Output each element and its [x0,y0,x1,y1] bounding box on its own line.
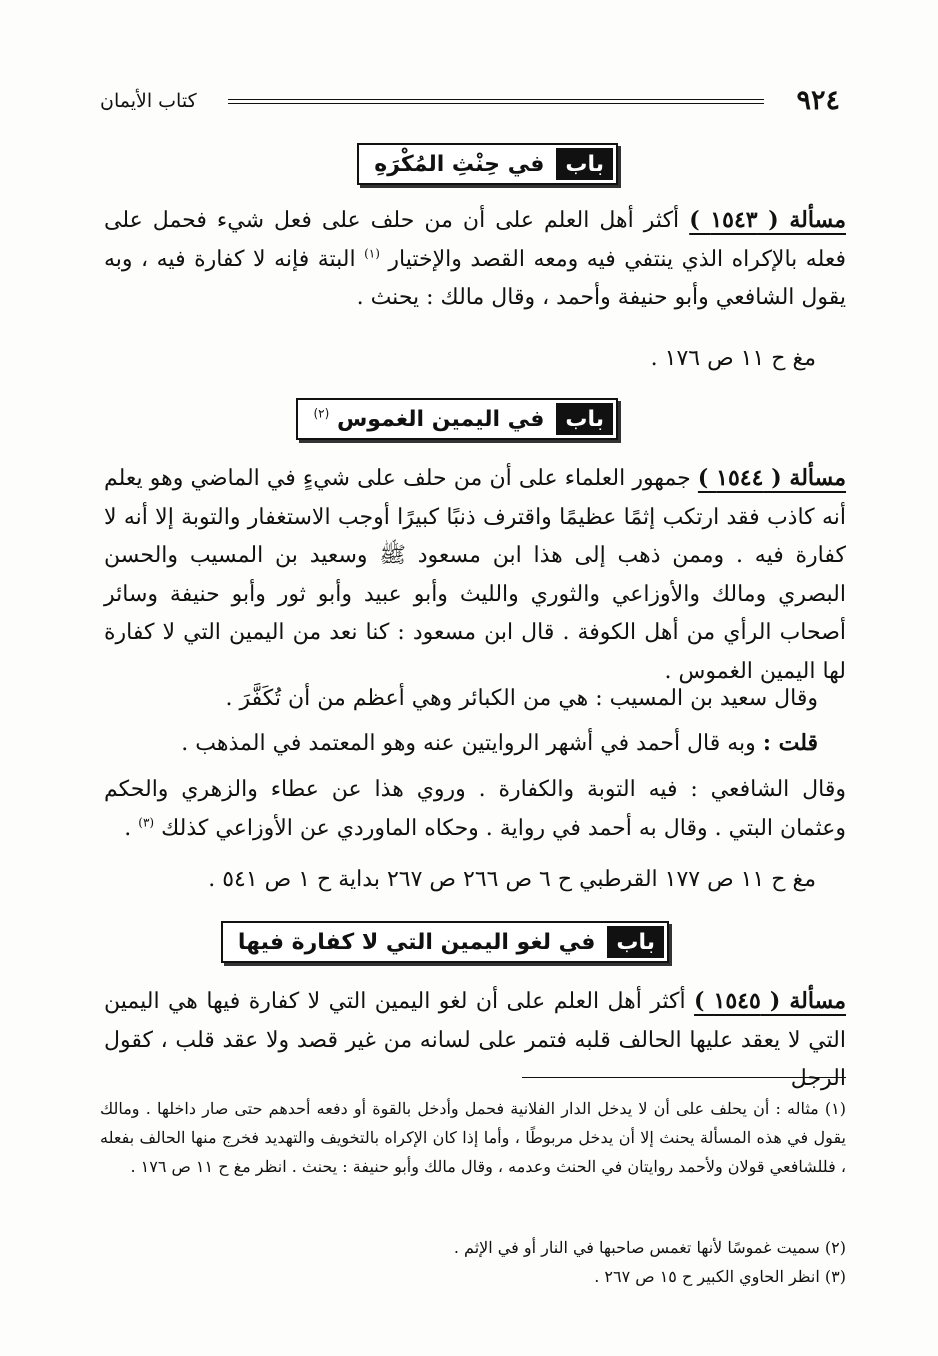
issue-1543 [104,201,846,318]
chapter-title: في لغو اليمين التي لا كفارة فيها [237,929,596,955]
qult-label: قلت : [762,730,818,756]
chapter-heading-coerced-oath [357,143,618,185]
footnote-3: (٣) انظر الحاوي الكبير ح ١٥ ص ٢٦٧ . [594,1267,846,1286]
issue-text: أكثر أهل العلم على أن لغو اليمين التي لا كفارة فيها هي اليمين التي لا يعقد عليها الحالف قلبه فتمر على لسانه من غير قصد ولا عقد قلب ، كقول الرجل [104,989,846,1091]
footnote-ref-1: (١) [364,246,380,261]
footnote-2: (٢) سميت غموسًا لأنها تغمس صاحبها في النار أو في الإثم . [453,1238,846,1257]
quote-ibn-musayyib: وقال سعيد بن المسيب : هي من الكبائر وهي أعظم من أن تُكَفَّرَ . [225,686,818,711]
page-number: ٩٢٤ [796,85,840,116]
issue-label: مسألة ( ١٥٤٥ ) [694,988,846,1014]
chapter-tag: باب [607,926,664,958]
author-note [104,724,846,763]
running-header [100,84,840,118]
source-reference: مغ ح ١١ ص ١٧٧ القرطبي ح ٦ ص ٢٦٦ ص ٢٦٧ بداية ح ١ ص ٥٤١ . [208,867,816,892]
footnote-divider [522,1077,846,1078]
source-reference: مغ ح ١١ ص ١٧٦ . [650,346,816,371]
issue-1544 [104,459,846,691]
qult-text: وبه قال أحمد في أشهر الروايتين عنه وهو المعتمد في المذهب . [181,731,756,756]
footnote-ref-3: (٣) [138,815,155,830]
book-name: كتاب الأيمان [100,90,197,112]
chapter-heading-ghamus-oath [296,398,618,440]
chapter-tag: باب [556,403,613,435]
issue-text-cont: البتة فإنه لا كفارة فيه ، وبه يقول الشافعي وأبو حنيفة وأحمد ، وقال مالك : يحنث . [104,246,846,310]
issue-text: أكثر أهل العلم على أن من حلف على فعل شيء فحمل على فعله بالإكراه الذي ينتفي فيه ومعه القصد والإختيار [104,208,846,272]
issue-label: مسألة ( ١٥٤٤ ) [697,465,847,491]
shafii-opinion: وقال الشافعي : فيه التوبة والكفارة . وروي هذا عن عطاء والزهري والحكم وعثمان البتي . وقال به أحمد في رواية . وحكاه الماوردي عن الأوزاعي كذلك $^{(٣)}$ . [104,777,846,841]
issue-text: جمهور العلماء على أن من حلف على شيءٍ في الماضي وهو يعلم أنه كاذب فقد ارتكب إثمًا عظيمًا واقترف ذنبًا كبيرًا أوجب الاستغفار والتوبة إلا أنه لا كفارة فيه . وممن ذهب إلى هذا ابن مسعود ﷺ وسعيد بن المسيب والحسن البصري ومالك والأوزاعي والثوري والليث وأبو عبيد وأبو ثور وأبو حنيفة وسائر أصحاب الرأي من أهل الكوفة . قال ابن مسعود : كنا نعد من اليمين التي لا كفارة لها اليمين الغموس . [104,466,846,684]
chapter-tag: باب [556,148,613,180]
header-rule [228,99,764,104]
issue-1545 [104,982,846,1099]
issue-label: مسألة ( ١٥٤٣ ) [689,207,846,233]
chapter-title: في اليمين الغموس $^{(٢)}$ [313,406,545,432]
chapter-heading-laghw-oath [221,921,669,963]
chapter-title: في حِنْثِ المُكْرَهِ [374,151,545,177]
footnote-ref-2: (٢) [313,406,330,421]
footnote-1: (١) مثاله : أن يحلف على أن لا يدخل الدار الفلانية فحمل وأدخل بالقوة أو دفعه أحدهم حتى صار داخلها . ومالك يقول في هذه المسألة يحنث إلا أن يدخل مربوطًا ، وأما إذا كان الإكراه بالتخويف والتهديد فخرج منها الحالف بفعله ، فللشافعي قولان ولأحمد روايتان في الحنث وعدمه ، وقال مالك وأبو حنيفة : يحنث . انظر مغ ح ١١ ص ١٧٦ . [100,1099,846,1176]
